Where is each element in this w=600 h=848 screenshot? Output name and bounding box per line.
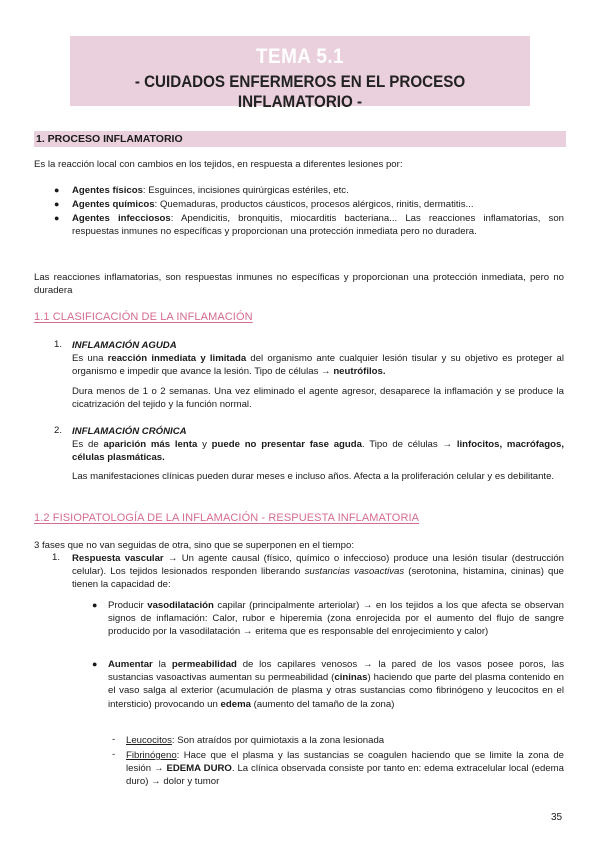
cronica-paragraph-2: Las manifestaciones clínicas pueden durar meses e incluso años. Afecta a la proliferación celular y es debilitante. — [72, 471, 555, 482]
list-number: 1. — [52, 552, 61, 563]
list-item-leucocitos: Leucocitos: Son atraídos por quimiotaxis a la zona lesionada — [126, 735, 385, 746]
bullet-icon: ● — [54, 213, 60, 223]
section12-intro: 3 fases que no van seguidas de otra, sino que se superponen en el tiempo: — [34, 540, 355, 551]
bullet-icon: ● — [92, 600, 98, 610]
section-heading-fisiopatologia: 1.2 FISIOPATOLOGÍA DE LA INFLAMACIÓN - RESPUESTA INFLAMATORIA — [34, 512, 420, 524]
aguda-paragraph-1: Es una reacción inmediata y limitada del organismo ante cualquier lesión tisular y su objetivo es proteger al organismo e impedir que avance la lesión. Tipo de células → neutrófilos. — [72, 353, 564, 378]
phase-respuesta-vascular: Respuesta vascular → Un agente causal (físico, químico o infeccioso) produce una lesión tisular (destrucción celular). Los tejidos lesionados responden liberando sustancias vasoactivas (serotonina, histamina, cininas) que tienen la capacidad de: — [72, 553, 564, 591]
page-number: 35 — [551, 812, 563, 823]
item-title-aguda: INFLAMACIÓN AGUDA — [72, 340, 177, 351]
title-banner — [70, 36, 530, 111]
page-subtitle: - CUIDADOS ENFERMEROS EN EL PROCESO INFLAMATORIO - — [134, 73, 466, 111]
list-number: 2. — [54, 425, 63, 436]
list-item-fibrinogeno: Fibrinógeno: Hace que el plasma y las sustancias se coagulen haciendo que se limite la zona de lesión → EDEMA DURO. La clínica observada consiste por tanto en: edema extracelular local (edema duro) → dolor y tumor — [126, 750, 564, 788]
list-item-permeabilidad: Aumentar la permeabilidad de los capilares venosos → la pared de los vasos posee poros, las sustancias vasoactivas aumentan su permeabilidad (cininas) haciendo que parte del plasma contenido en el vaso salga al exterior (acumulación de plasma y otras sustancias como fibrinógeno y leucocitos en el intersticio) provocando un edema (aumento del tamaño de la zona) — [108, 659, 564, 710]
list-item-agentes-infecciosos: Agentes infecciosos: Apendicitis, bronquitis, miocarditis bacteriana... Las reacciones inflamatorias, son respuestas inmunes no específicas y proporcionan una protección inmediata pero no duradera. — [72, 213, 564, 238]
page-title: TEMA 5.1 — [256, 45, 344, 68]
item-title-cronica: INFLAMACIÓN CRÓNICA — [72, 426, 187, 437]
section1-intro: Es la reacción local con cambios en los tejidos, en respuesta a diferentes lesiones por: — [34, 159, 403, 170]
dash-marker: - — [112, 734, 116, 745]
section-heading-clasificacion: 1.1 CLASIFICACIÓN DE LA INFLAMACIÓN — [34, 311, 253, 323]
list-item-vasodilatacion: Producir vasodilatación capilar (principalmente arteriolar) → en los tejidos a los que afecta se observan signos de inflamación: Calor, rubor e hiperemia (zona enrojecida por el aumento del flujo de sangre producido por la vasodilatación → eritema que es responsable del enrojecimiento y calor) — [108, 600, 564, 638]
list-number: 1. — [54, 339, 63, 350]
bullet-icon: ● — [54, 185, 60, 195]
list-item-agentes-fisicos: Agentes físicos: Esguinces, incisiones quirúrgicas estériles, etc. — [72, 185, 349, 196]
list-item-agentes-quimicos: Agentes químicos: Quemaduras, productos cáusticos, procesos alérgicos, rinitis, dermatitis... — [72, 199, 474, 210]
section-heading-proceso: 1. PROCESO INFLAMATORIO — [34, 131, 566, 147]
aguda-paragraph-2: Dura menos de 1 o 2 semanas. Una vez eliminado el agente agresor, desaparece la inflamación y se produce la cicatrización del tejido y la función normal. — [72, 386, 564, 411]
cronica-paragraph-1: Es de aparición más lenta y puede no presentar fase aguda. Tipo de células → linfocitos, macrófagos, células plasmáticas. — [72, 439, 564, 464]
bullet-icon: ● — [92, 659, 98, 669]
section1-closing: Las reacciones inflamatorias, son respuestas inmunes no específicas y proporcionan una protección inmediata, pero no duradera — [34, 272, 564, 297]
dash-marker: - — [112, 749, 116, 760]
bullet-icon: ● — [54, 199, 60, 209]
